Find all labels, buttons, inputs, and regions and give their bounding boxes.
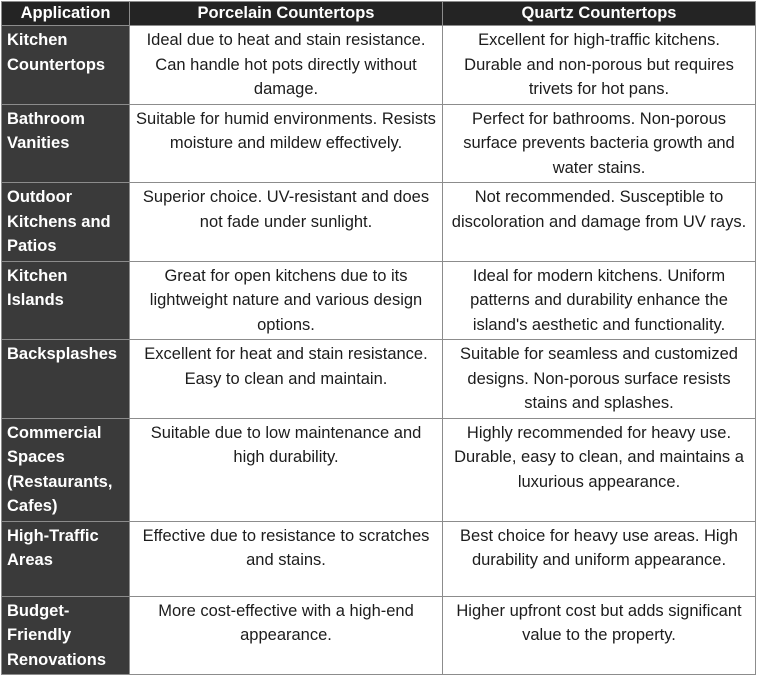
- row-header-application: Backsplashes: [2, 340, 130, 419]
- quartz-cell: Not recommended. Susceptible to discoloration and damage from UV rays.: [443, 183, 756, 262]
- quartz-cell: Ideal for modern kitchens. Uniform patterns and durability enhance the island's aesthetic and functionality.: [443, 261, 756, 340]
- table-row: [2, 340, 756, 419]
- row-header-application: Kitchen Countertops: [2, 26, 130, 105]
- table-row: [2, 596, 756, 675]
- quartz-cell: Suitable for seamless and customized designs. Non-porous surface resists stains and splashes.: [443, 340, 756, 419]
- header-row: [2, 2, 756, 26]
- quartz-cell: Best choice for heavy use areas. High durability and uniform appearance.: [443, 521, 756, 596]
- comparison-table: [1, 1, 756, 675]
- row-header-application: Bathroom Vanities: [2, 104, 130, 183]
- row-header-application: Outdoor Kitchens and Patios: [2, 183, 130, 262]
- row-header-application: High-Traffic Areas: [2, 521, 130, 596]
- column-header-porcelain: Porcelain Countertops: [130, 2, 443, 26]
- table-row: [2, 26, 756, 105]
- quartz-cell: Perfect for bathrooms. Non-porous surface prevents bacteria growth and water stains.: [443, 104, 756, 183]
- quartz-cell: Higher upfront cost but adds significant value to the property.: [443, 596, 756, 675]
- row-header-application: Kitchen Islands: [2, 261, 130, 340]
- row-header-application: Budget-Friendly Renovations: [2, 596, 130, 675]
- table-row: [2, 104, 756, 183]
- porcelain-cell: Suitable for humid environments. Resists moisture and mildew effectively.: [130, 104, 443, 183]
- column-header-quartz: Quartz Countertops: [443, 2, 756, 26]
- quartz-cell: Excellent for high-traffic kitchens. Durable and non-porous but requires trivets for hot pans.: [443, 26, 756, 105]
- porcelain-cell: Suitable due to low maintenance and high durability.: [130, 418, 443, 521]
- table-row: [2, 261, 756, 340]
- porcelain-cell: Excellent for heat and stain resistance. Easy to clean and maintain.: [130, 340, 443, 419]
- porcelain-cell: More cost-effective with a high-end appearance.: [130, 596, 443, 675]
- row-header-application: Commercial Spaces (Restaurants, Cafes): [2, 418, 130, 521]
- porcelain-cell: Ideal due to heat and stain resistance. Can handle hot pots directly without damage.: [130, 26, 443, 105]
- table-row: [2, 418, 756, 521]
- porcelain-cell: Effective due to resistance to scratches and stains.: [130, 521, 443, 596]
- table-row: [2, 183, 756, 262]
- porcelain-cell: Superior choice. UV-resistant and does not fade under sunlight.: [130, 183, 443, 262]
- porcelain-cell: Great for open kitchens due to its lightweight nature and various design options.: [130, 261, 443, 340]
- table-row: [2, 521, 756, 596]
- column-header-application: Application: [2, 2, 130, 26]
- quartz-cell: Highly recommended for heavy use. Durable, easy to clean, and maintains a luxurious appearance.: [443, 418, 756, 521]
